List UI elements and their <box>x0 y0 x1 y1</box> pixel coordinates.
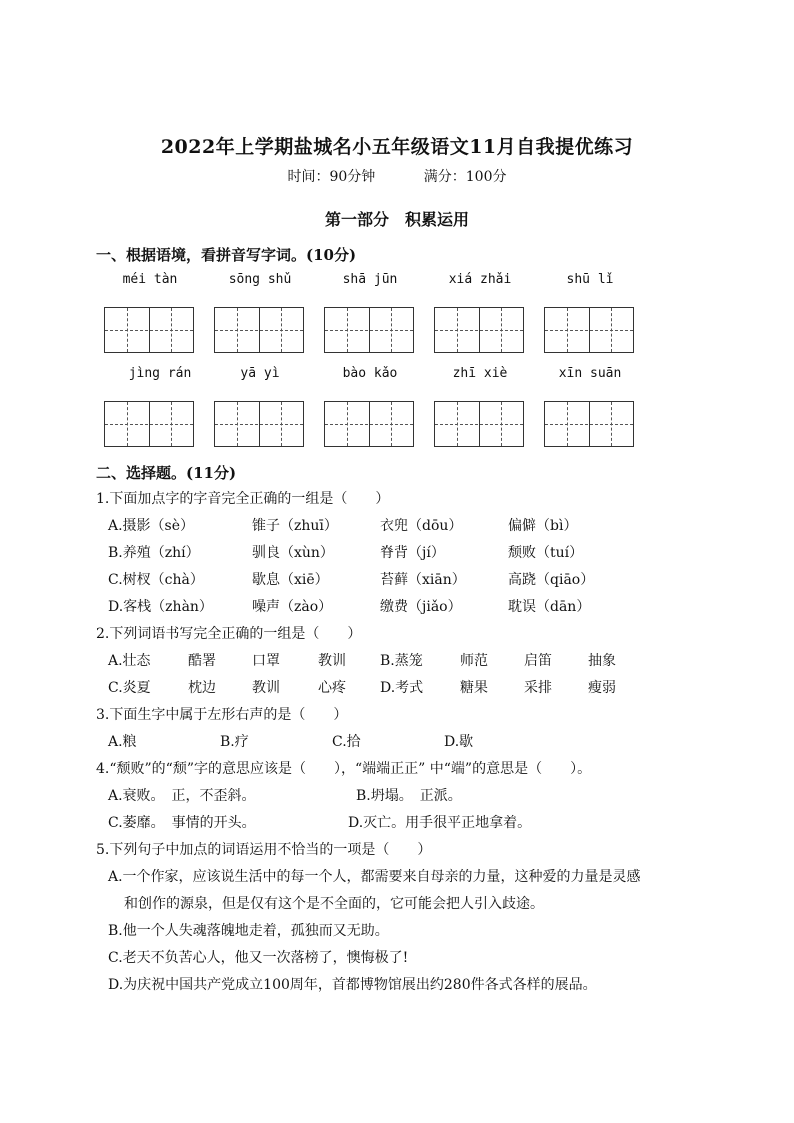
q2-word: 瘦弱 <box>588 680 616 696</box>
q2-word: A.壮态 <box>108 653 151 669</box>
q2-word: 启笛 <box>524 653 552 669</box>
q5-option-a: A.一个作家，应该说生活中的每一个人，都需要来自母亲的力量，这种爱的力量是灵感 <box>108 869 641 885</box>
pinyin-5: shū lǐ <box>566 272 614 287</box>
part-heading: 第一部分 积累运用 <box>324 210 469 229</box>
writing-grid[interactable] <box>104 401 194 447</box>
q4-option: D.灭亡。用手很平正地拿着。 <box>348 815 532 831</box>
q3-option: B.疗 <box>220 734 249 750</box>
page-title: 2022年上学期盐城名小五年级语文11月自我提优练习 <box>160 136 634 158</box>
writing-grid[interactable] <box>324 401 414 447</box>
pinyin-10: xīn suān <box>558 366 622 381</box>
question-2: 2.下列词语书写完全正确的一组是（ ） <box>96 626 362 642</box>
pinyin-3: shā jūn <box>342 272 398 287</box>
q1-option: 偏僻（bì） <box>508 518 578 534</box>
q2-word: D.考式 <box>380 680 424 696</box>
pinyin-6: jìng rán <box>128 366 192 381</box>
q5-option-d: D.为庆祝中国共产党成立100周年，首都博物馆展出约280件各式各样的展品。 <box>108 977 597 993</box>
writing-grid[interactable] <box>544 401 634 447</box>
writing-grid[interactable] <box>104 307 194 353</box>
q1-option: 颓败（tuí） <box>508 545 584 561</box>
writing-grid[interactable] <box>214 401 304 447</box>
exam-time: 时间：90分钟 <box>287 169 376 185</box>
q3-option: D.歇 <box>444 734 474 750</box>
q5-option-b: B.他一个人失魂落魄地走着，孤独而又无助。 <box>108 923 389 939</box>
pinyin-4: xiá zhǎi <box>448 272 512 287</box>
exam-meta <box>0 166 794 186</box>
question-3: 3.下面生字中属于左形右声的是（ ） <box>96 707 348 723</box>
q2-word: 酷署 <box>188 653 216 669</box>
q4-option: A.衰败。 正，不歪斜。 <box>108 788 256 804</box>
writing-grid[interactable] <box>434 401 524 447</box>
exam-score: 满分：100分 <box>423 169 507 185</box>
writing-grid[interactable] <box>324 307 414 353</box>
q2-word: 师范 <box>460 653 488 669</box>
section2-title: 二、选择题。(11分) <box>96 464 237 482</box>
q5-option-c: C.老天不负苦心人，他又一次落榜了，懊悔极了! <box>108 950 409 966</box>
q2-word: B.蒸笼 <box>380 653 423 669</box>
q2-word: 糖果 <box>460 680 488 696</box>
q1-option: 衣兜（dōu） <box>380 518 463 534</box>
q1-option: C.树杈（chà） <box>108 572 204 588</box>
q1-option: 耽误（dān） <box>508 599 591 615</box>
q1-option: D.客栈（zhàn） <box>108 599 213 615</box>
q1-option: 缴费（jiǎo） <box>380 599 462 615</box>
q5-option-a-cont: 和创作的源泉，但是仅有这个是不全面的，它可能会把人引入歧途。 <box>124 896 544 912</box>
question-1: 1.下面加点字的字音完全正确的一组是（ ） <box>96 491 390 507</box>
writing-grid[interactable] <box>214 307 304 353</box>
pinyin-9: zhī xiè <box>452 366 508 381</box>
pinyin-2: sōng shǔ <box>228 272 292 287</box>
section1-title: 一、根据语境，看拼音写字词。(10分) <box>96 246 357 264</box>
pinyin-7: yā yì <box>240 366 280 381</box>
q2-word: 口罩 <box>252 653 280 669</box>
question-4: 4.“颓败”的“颓”字的意思应该是（ ），“端端正正” 中“端”的意思是（ ）。 <box>96 761 592 777</box>
q2-word: 心疼 <box>318 680 346 696</box>
q1-option: B.养殖（zhí） <box>108 545 200 561</box>
q2-word: 教训 <box>318 653 346 669</box>
pinyin-1: méi tàn <box>122 272 178 287</box>
q1-option: 高跷（qiāo） <box>508 572 595 588</box>
q1-option: 歇息（xiē） <box>252 572 329 588</box>
q2-word: 枕边 <box>188 680 216 696</box>
q2-word: 抽象 <box>588 653 616 669</box>
pinyin-8: bào kǎo <box>342 366 398 381</box>
q1-option: 脊背（jí） <box>380 545 445 561</box>
q1-option: 驯良（xùn） <box>252 545 334 561</box>
question-5: 5.下列句子中加点的词语运用不恰当的一项是（ ） <box>96 842 432 858</box>
writing-grid[interactable] <box>434 307 524 353</box>
q1-option: A.摄影（sè） <box>108 518 195 534</box>
q1-option: 苔藓（xiān） <box>380 572 466 588</box>
q3-option: A.粮 <box>108 734 137 750</box>
writing-grid[interactable] <box>544 307 634 353</box>
q2-word: C.炎夏 <box>108 680 151 696</box>
q2-word: 教训 <box>252 680 280 696</box>
q1-option: 噪声（zào） <box>252 599 333 615</box>
q4-option: C.萎靡。 事情的开头。 <box>108 815 256 831</box>
q4-option: B.坍塌。 正派。 <box>356 788 462 804</box>
q3-option: C.拾 <box>332 734 361 750</box>
q1-option: 锥子（zhuī） <box>252 518 338 534</box>
q2-word: 采排 <box>524 680 552 696</box>
